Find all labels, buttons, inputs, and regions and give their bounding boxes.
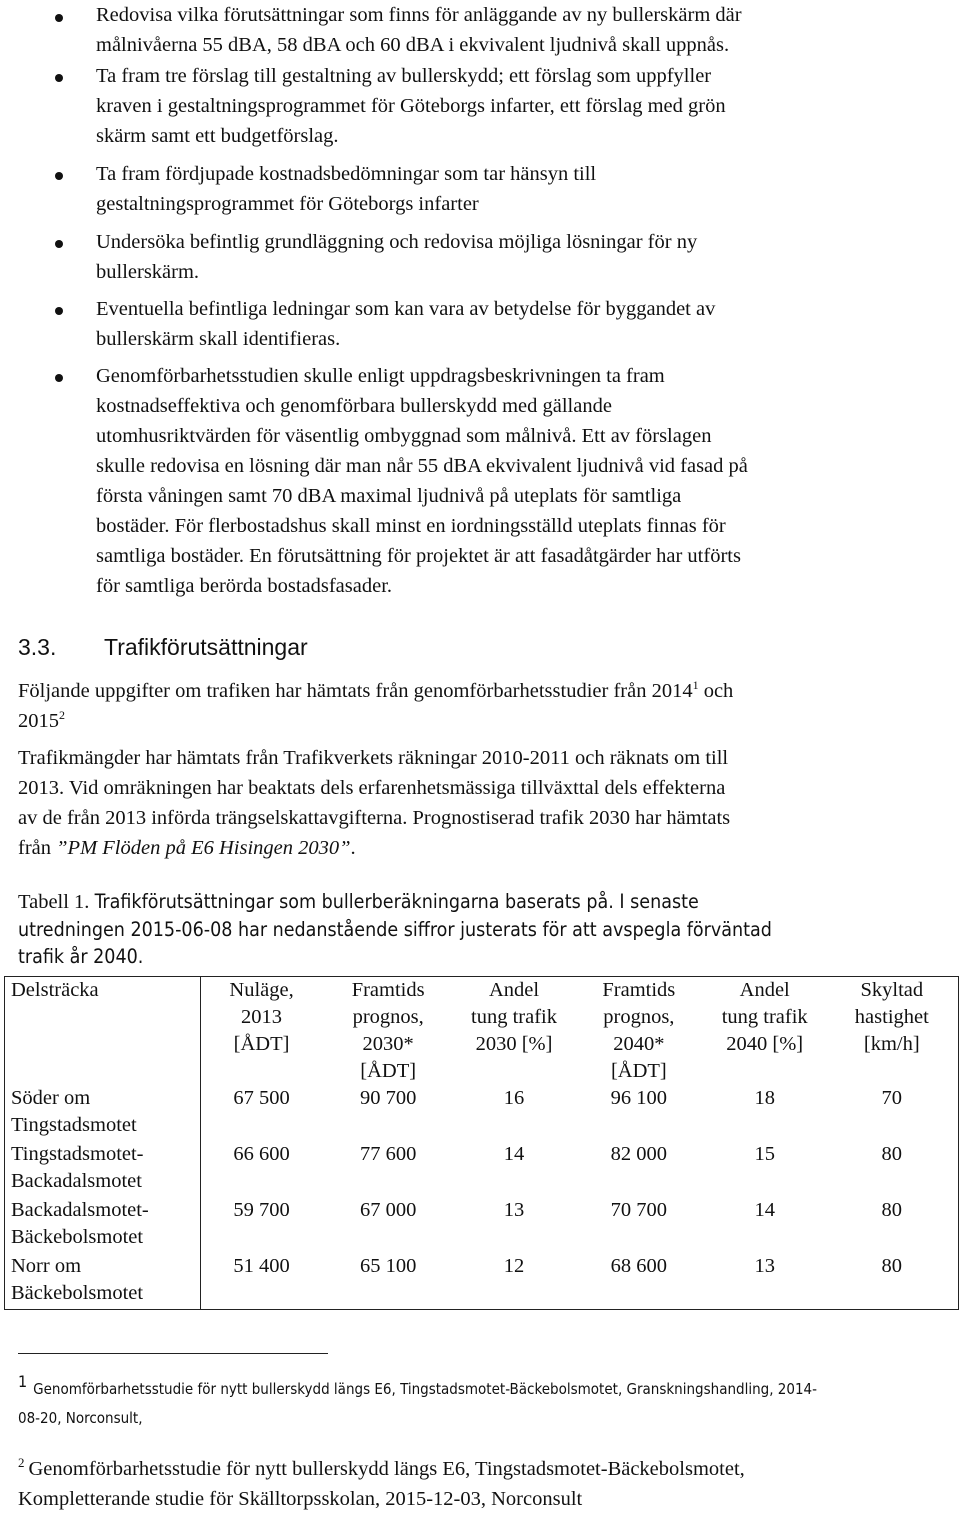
footnote-2-text: Genomförbarhetsstudie för nytt bullerskydd längs E6, Tingstadsmotet-Bäckebolsmotet, Kompletterande studie för Skälltorpsskolan, 2015-12-03, Norconsult <box>18 1458 745 1510</box>
bullet-dot-icon <box>55 14 63 22</box>
section-title: Trafikförutsättningar <box>104 634 308 660</box>
table-cell: 59 700 <box>233 1199 290 1221</box>
footnote-1-text: Genomförbarhetsstudie för nytt bullerskydd längs E6, Tingstadsmotet-Bäckebolsmotet, Granskningshandling, 2014- 08-20, Norconsult, <box>18 1380 817 1427</box>
table-cell: 18 <box>754 1087 775 1109</box>
table-cell-section: Backadalsmotet- Bäckebolsmotet <box>5 1197 201 1253</box>
table-cell: 12 <box>454 1253 574 1310</box>
table-cell: 14 <box>754 1199 775 1221</box>
bullet-item: Undersöka befintlig grundläggning och redovisa möjliga lösningar för ny bullerskärm. <box>96 231 698 283</box>
bullet-dot-icon <box>55 374 63 382</box>
footnote-ref-1[interactable]: 1 <box>692 678 699 693</box>
traffic-source-text: Trafikmängder har hämtats från Trafikverkets räkningar 2010-2011 och räknats om till 2013. Vid omräkningen har beaktats dels erfarenhetsmässiga tillväxttal dels effekterna av de från 2013 införda trängselskattavgifterna. Prognostiserad trafik 2030 har hämtats från <box>18 747 731 859</box>
table-cell: 96 100 <box>610 1087 668 1109</box>
bullet-dot-icon <box>55 172 63 180</box>
table-cell: 65 100 <box>322 1253 454 1310</box>
table-cell: 80 <box>826 1141 959 1197</box>
bullet-item: Eventuella befintliga ledningar som kan vara av betydelse för byggandet av bullerskärm skall identifieras. <box>96 298 716 350</box>
footnote-separator <box>18 1353 328 1354</box>
bullet-item: Ta fram fördjupade kostnadsbedömningar som tar hänsyn till gestaltningsprogrammet för Göteborgs infarter <box>96 163 597 215</box>
bullet-item: Genomförbarhetsstudien skulle enligt uppdragsbeskrivningen ta fram kostnadseffektiva och genomförbara bullerskydd med gällande utomhusriktvärden för väsentlig ombyggnad som målnivå. Ett av förslagen skulle redovisa en lösning där man når 55 dBA ekvivalent ljudnivå vid fasad på första våningen samt 70 dBA maximal ljudnivå på uteplats för samtliga bostäder. För flerbostadshus skall minst en iordningsställd uteplats finnas för samtliga bostäder. En förutsättning för projektet är att fasadåtgärder har utförts för samtliga berörda bostadsfasader. <box>96 365 748 597</box>
footnote-2-mark: 2 <box>18 1455 25 1470</box>
table-cell: 80 <box>826 1197 959 1253</box>
table-cell-section: Norr om Bäckebolsmotet <box>5 1253 201 1310</box>
table-cell: 14 <box>503 1143 525 1165</box>
intro-paragraph <box>18 676 938 736</box>
table-header-cell: Skyltad hastighet [km/h] <box>826 977 959 1086</box>
traffic-source-end: . <box>350 837 356 859</box>
traffic-table <box>4 976 959 1310</box>
table-row <box>5 1141 959 1197</box>
intro-mid-text: och 2015 <box>18 680 734 732</box>
bullet-item: Redovisa vilka förutsättningar som finns för anläggande av ny bullerskärm där målnivåerna 55 dBA, 58 dBA och 60 dBA i ekvivalent ljudnivå skall uppnås. <box>96 4 742 56</box>
section-number: 3.3. <box>18 634 57 660</box>
table-row <box>5 1197 959 1253</box>
bullet-dot-icon <box>55 307 63 315</box>
footnote-2 <box>18 1448 918 1514</box>
table-header-cell: Andel tung trafik 2030 [%] <box>454 977 574 1086</box>
table-row <box>5 1253 959 1310</box>
table-cell: 67 000 <box>359 1199 417 1221</box>
table-cell: 13 <box>704 1253 826 1310</box>
table-cell: 13 <box>503 1199 525 1221</box>
bullet-item: Ta fram tre förslag till gestaltning av bullerskydd; ett förslag som uppfyller kraven i gestaltningsprogrammet för Göteborgs infarter, ett förslag med grön skärm samt ett budgetförslag. <box>96 65 726 147</box>
table-cell: 70 <box>826 1085 959 1141</box>
table-row <box>5 1085 959 1141</box>
table-cell: 16 <box>503 1087 525 1109</box>
bullet-dot-icon <box>55 240 63 248</box>
table-header-cell: Andel tung trafik 2040 [%] <box>704 977 826 1086</box>
table-cell: 77 600 <box>359 1143 417 1165</box>
intro-text: Följande uppgifter om trafiken har hämtats från genomförbarhetsstudier från 2014 <box>18 680 693 702</box>
table-caption-label: Tabell 1. <box>18 891 95 913</box>
table-cell: 70 700 <box>610 1199 668 1221</box>
table-header-cell: Framtids prognos, 2030* [ÅDT] <box>322 977 454 1086</box>
table-cell: 67 500 <box>233 1087 290 1109</box>
table-cell-section: Söder om Tingstadsmotet <box>5 1085 201 1141</box>
footnote-1 <box>18 1367 918 1433</box>
report-title: ”PM Flöden på E6 Hisingen 2030” <box>56 837 351 859</box>
table-cell: 51 400 <box>200 1253 322 1310</box>
table-cell: 82 000 <box>610 1143 668 1165</box>
table-header-row <box>5 977 959 1086</box>
table-header-cell: Nuläge, 2013 [ÅDT] <box>200 977 322 1086</box>
table-cell: 90 700 <box>359 1087 417 1109</box>
table-caption <box>18 888 918 970</box>
footnote-1-mark: 1 <box>18 1372 28 1391</box>
table-cell: 80 <box>826 1253 959 1310</box>
traffic-source-paragraph <box>18 743 938 863</box>
bullet-dot-icon <box>55 74 63 82</box>
table-header-cell: Framtids prognos, 2040* [ÅDT] <box>574 977 704 1086</box>
footnote-ref-2[interactable]: 2 <box>59 708 65 723</box>
table-caption-text: Trafikförutsättningar som bullerberäkningarna baserats på. I senaste utredningen 2015-06-08 har nedanstående siffror justerats för att avspegla förväntad trafik år 2040. <box>18 890 772 968</box>
table-cell: 15 <box>754 1143 775 1165</box>
table-cell-section: Tingstadsmotet- Backadalsmotet <box>5 1141 201 1197</box>
table-cell: 66 600 <box>233 1143 290 1165</box>
table-header-cell: Delsträcka <box>5 977 201 1086</box>
table-cell: 68 600 <box>574 1253 704 1310</box>
